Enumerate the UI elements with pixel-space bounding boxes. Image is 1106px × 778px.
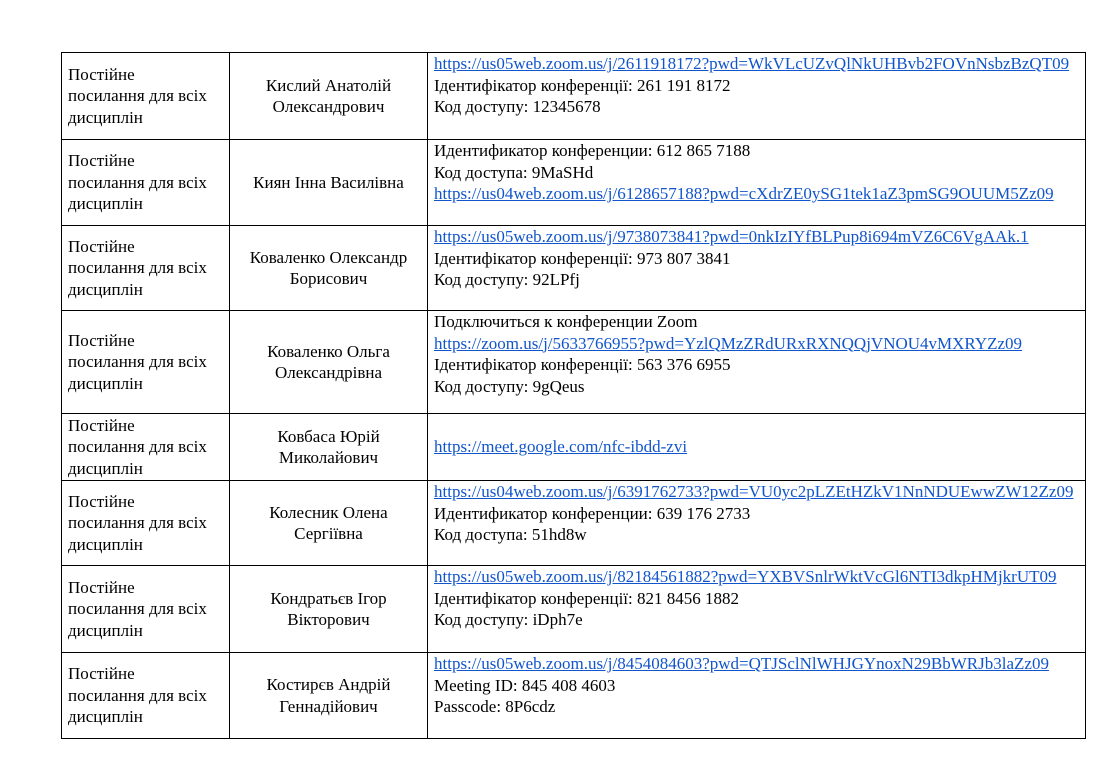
category-text: Постійне посилання для всіх дисциплін [68, 491, 207, 554]
teacher-name: Киян Інна Василівна [253, 172, 404, 192]
category-text: Постійне посилання для всіх дисциплін [68, 577, 207, 640]
category-cell [62, 140, 230, 226]
details-cell [428, 311, 1086, 414]
category-text: Постійне посилання для всіх дисциплін [68, 236, 207, 299]
category-text: Постійне посилання для всіх дисциплін [68, 664, 207, 727]
conference-link[interactable]: https://us04web.zoom.us/j/6128657188?pwd=cXdrZE0ySG1tek1aZ3pmSG9OUUM5Zz09 [434, 184, 1054, 203]
conference-id-text: Ідентифікатор конференції: 821 8456 1882 [434, 588, 739, 608]
passcode-text: Код доступу: 92LPfj [434, 270, 580, 289]
passcode-text: Код доступу: iDph7e [434, 610, 583, 629]
details-cell [428, 53, 1086, 140]
teacher-cell [230, 414, 428, 481]
conference-link[interactable]: https://us05web.zoom.us/j/8454084603?pwd=QTJSclNlWHJGYnoxN29BbWRJb3laZz09 [434, 654, 1049, 673]
teacher-cell [230, 566, 428, 653]
teacher-name: Кондратьєв Ігор Вікторович [270, 588, 387, 629]
table-row [62, 226, 1086, 311]
conference-id-text: Ідентифікатор конференції: 261 191 8172 [434, 75, 731, 95]
teacher-cell [230, 53, 428, 140]
table-row [62, 311, 1086, 414]
conference-link[interactable]: https://us05web.zoom.us/j/82184561882?pwd=YXBVSnlrWktVcGl6NTI3dkpHMjkrUT09 [434, 567, 1057, 586]
details-cell [428, 481, 1086, 566]
passcode-text: Passcode: 8P6cdz [434, 697, 556, 716]
details-cell [428, 653, 1086, 739]
conference-id-text: Ідентифікатор конференції: 563 376 6955 [434, 355, 731, 374]
teacher-cell [230, 226, 428, 311]
teacher-cell [230, 481, 428, 566]
conference-link[interactable]: https://us04web.zoom.us/j/6391762733?pwd=VU0yc2pLZEtHZkV1NnNDUEwwZW12Zz09 [434, 482, 1074, 501]
passcode-text: Код доступу: 9gQeus [434, 376, 585, 396]
category-text: Постійне посилання для всіх дисциплін [68, 330, 207, 393]
teacher-name: Костирєв Андрій Геннадійович [266, 675, 391, 716]
conference-id-text: Идентификатор конференции: 612 865 7188 [434, 141, 751, 160]
category-text: Постійне посилання для всіх дисциплін [68, 415, 207, 478]
meeting-id-text: Meeting ID: 845 408 4603 [434, 675, 616, 695]
category-cell [62, 53, 230, 140]
teacher-name: Колесник Олена Сергіївна [269, 502, 388, 543]
teacher-cell [230, 140, 428, 226]
category-text: Постійне посилання для всіх дисциплін [68, 151, 207, 214]
passcode-text: Код доступа: 51hd8w [434, 525, 587, 544]
teacher-name: Коваленко Ольга Олександрівна [267, 341, 390, 382]
teacher-cell [230, 311, 428, 414]
category-cell [62, 566, 230, 653]
table-row [62, 140, 1086, 226]
category-cell [62, 653, 230, 739]
details-cell [428, 566, 1086, 653]
join-zoom-text: Подключиться к конференции Zoom [434, 312, 698, 331]
table-row [62, 53, 1086, 140]
teacher-name: Коваленко Олександр Борисович [249, 247, 408, 288]
table-row [62, 481, 1086, 566]
conference-links-table [61, 52, 1086, 739]
category-cell [62, 481, 230, 566]
category-cell [62, 414, 230, 481]
table-body [62, 53, 1086, 739]
conference-id-text: Ідентифікатор конференції: 973 807 3841 [434, 248, 731, 268]
category-cell [62, 226, 230, 311]
details-cell [428, 414, 1086, 481]
teacher-name: Ковбаса Юрій Миколайович [277, 426, 380, 467]
google-meet-link[interactable]: https://meet.google.com/nfc-ibdd-zvi [434, 437, 688, 457]
conference-id-text: Идентификатор конференции: 639 176 2733 [434, 503, 751, 523]
passcode-text: Код доступу: 12345678 [434, 97, 601, 116]
table-row [62, 653, 1086, 739]
conference-link[interactable]: https://us05web.zoom.us/j/9738073841?pwd=0nkIzIYfBLPup8i694mVZ6C6VgAAk.1 [434, 227, 1029, 246]
conference-link[interactable]: https://us05web.zoom.us/j/2611918172?pwd=WkVLcUZvQlNkUHBvb2FOVnNsbzBzQT09 [434, 54, 1070, 73]
table-row [62, 566, 1086, 653]
teacher-name: Кислий Анатолій Олександрович [265, 75, 392, 116]
category-text: Постійне посилання для всіх дисциплін [68, 64, 207, 127]
passcode-text: Код доступа: 9MaSHd [434, 162, 594, 182]
conference-link[interactable]: https://zoom.us/j/5633766955?pwd=YzlQMzZRdURxRXNQQjVNOU4vMXRYZz09 [434, 333, 1023, 353]
details-cell [428, 140, 1086, 226]
table-row [62, 414, 1086, 481]
details-cell [428, 226, 1086, 311]
category-cell [62, 311, 230, 414]
teacher-cell [230, 653, 428, 739]
